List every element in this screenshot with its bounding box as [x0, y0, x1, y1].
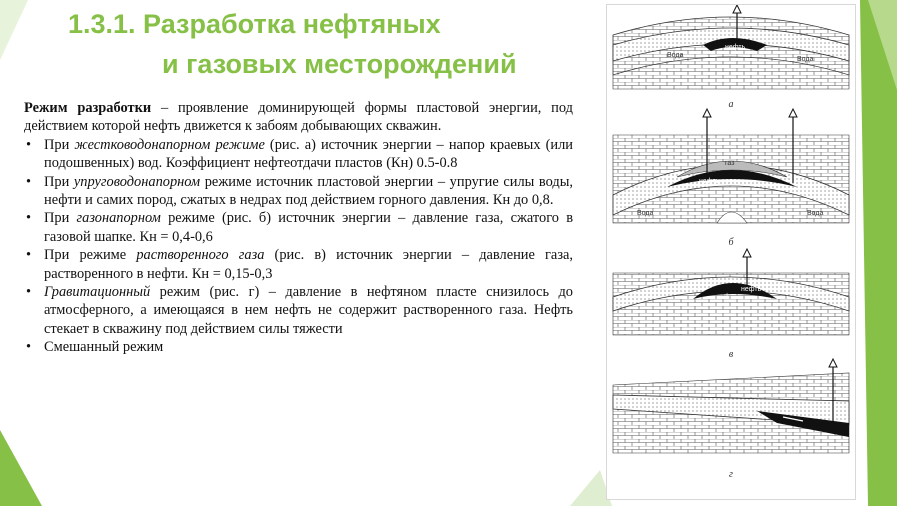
plus-sign: +	[725, 292, 730, 299]
diagram-c	[613, 249, 849, 360]
item-text: При	[44, 173, 74, 190]
intro-paragraph	[24, 99, 573, 136]
diagram-a	[613, 5, 849, 110]
list-item	[24, 136, 573, 173]
item-text: При	[44, 210, 77, 227]
oil-label-c: нефть	[741, 286, 762, 293]
list-item	[24, 246, 573, 283]
bullet: •	[26, 210, 32, 227]
bottom-left-triangle	[0, 430, 42, 506]
item-emphasis: упруговодонапорном	[73, 173, 201, 190]
bullet: •	[26, 284, 32, 301]
item-text: Смешанный режим	[44, 339, 164, 356]
list-item	[24, 173, 573, 210]
bullet: •	[26, 136, 32, 153]
right-green-band	[860, 0, 897, 506]
item-emphasis: растворенного газа	[136, 247, 265, 264]
item-text: режиме (рис. б) источник энергии – давление газа, сжатого в газовой шапке. Кн = 0,4-0,6	[44, 210, 573, 245]
figure-label-d: г	[729, 469, 733, 480]
water-label-a1: Вода	[667, 52, 684, 59]
gas-label-b: газ	[725, 160, 735, 167]
water-label-b2: Вода	[807, 210, 824, 217]
item-text: При режиме	[44, 247, 137, 264]
water-label-b1: Вода	[637, 210, 654, 217]
top-left-light-triangle	[0, 0, 28, 60]
body-text	[24, 99, 573, 357]
bullet: •	[26, 339, 32, 356]
diagram-d	[613, 359, 849, 480]
item-emphasis: газонапорном	[76, 210, 161, 227]
regime-list	[24, 136, 573, 357]
item-text: режиме источник пластовой энергии – упругие силы воды, нефти и самих пород, сжатых в недрах под действием горного давления. Кн до 0,8.	[44, 173, 573, 209]
figure-label-b: б	[728, 237, 734, 248]
list-item	[24, 338, 573, 356]
item-text: (рис. в) источник энергии – давление газа, растворенного в нефти. Кн = 0,15-0,3	[44, 247, 573, 282]
reservoir-diagram-figure	[606, 4, 856, 500]
water-label-a2: Вода	[797, 56, 814, 63]
bullet: •	[26, 247, 32, 264]
list-item	[24, 283, 573, 338]
item-emphasis: Гравитационный	[44, 284, 151, 301]
reservoir-diagrams	[607, 5, 855, 499]
figure-label-a: а	[728, 99, 734, 110]
bullet: •	[26, 173, 32, 190]
item-text: режим (рис. г) – давление в нефтяном пласте снизилось до атмосферного, а имеющаяся в нем нефть не содержит растворенного газа. Нефть стекает в скважину под действием силы тяжести	[44, 284, 573, 337]
intro-text: – проявление доминирующей формы пластовой энергии, под действием которой нефть движется к забоям добывающих скважин.	[24, 100, 573, 135]
title-line-2: и газовых месторождений	[162, 49, 517, 79]
slide-title	[62, 4, 602, 84]
intro-term: Режим разработки	[24, 100, 152, 116]
diagram-b	[613, 109, 849, 248]
oil-label-a: нефть	[725, 44, 746, 51]
oil-label-b: нефть	[699, 178, 720, 185]
list-item	[24, 209, 573, 246]
figure-label-c: в	[728, 349, 734, 360]
item-text: При	[44, 136, 75, 153]
title-line-1: 1.3.1. Разработка нефтяных	[68, 9, 441, 39]
item-emphasis: жестководонапорном режиме	[74, 136, 265, 153]
item-text: (рис. а) источник энергии – напор краевых (или подошвенных) вод. Коэффициент нефтеотдачи пластов (Кн) 0.5-0.8	[44, 136, 574, 172]
